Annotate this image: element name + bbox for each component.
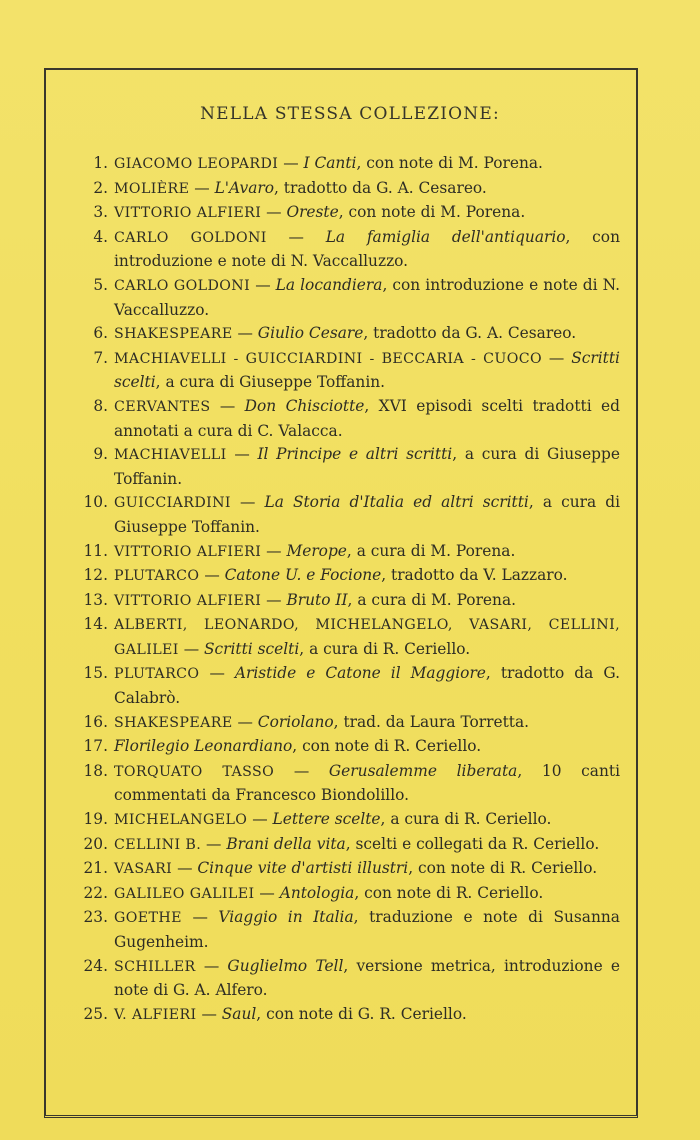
entry-number: 22. [83, 883, 108, 902]
entry-separator: — [261, 541, 287, 560]
entry-details: , con note di G. R. Ceriello. [256, 1004, 467, 1023]
list-item [70, 177, 620, 202]
entry-separator: — [172, 859, 198, 878]
entry-text [114, 857, 620, 882]
entry-number: 7. [93, 348, 108, 367]
entry-details: , trad. da Laura Torretta. [333, 712, 530, 731]
entry-text [114, 491, 620, 539]
entry-work-title: Guglielmo Tell [227, 956, 344, 975]
entry-author: MICHELANGELO [114, 812, 248, 829]
list-item [70, 857, 620, 882]
entry-author: GOETHE [114, 910, 182, 927]
entry-separator: — [261, 590, 287, 609]
entry-work-title: Lettere scelte [272, 810, 381, 829]
entry-details: , traduzione e note di Susanna Gugenheim. [114, 908, 620, 951]
entry-details: , tradotto da V. Lazzaro. [381, 566, 568, 585]
list-item [70, 711, 620, 736]
entry-author: SHAKESPEARE [114, 714, 233, 731]
entry-separator: — [195, 956, 228, 975]
entry-text [114, 955, 620, 1003]
entry-separator: — [232, 712, 258, 731]
entry-details: , a cura di Giuseppe Toffanin. [114, 493, 620, 536]
list-item [70, 613, 620, 662]
entry-text [114, 395, 620, 443]
entry-work-title: Bruto II [286, 590, 348, 609]
entry-author: CERVANTES [114, 398, 211, 415]
entry-number: 17. [83, 737, 108, 756]
entry-number: 13. [83, 590, 108, 609]
list-item [70, 443, 620, 491]
entry-separator: — [178, 639, 204, 658]
list-item [70, 564, 620, 589]
entry-details: , XVI episodi scelti tradotti ed annotati a cura di C. Valacca. [114, 396, 620, 440]
entry-details: , 10 canti commentati da Francesco Biondolillo. [114, 761, 620, 805]
entry-separator: — [274, 761, 329, 780]
entry-text [114, 347, 620, 395]
entry-work-title: La famiglia dell'antiquario [325, 227, 566, 246]
entry-text [114, 711, 620, 736]
entry-work-title: Oreste [286, 203, 339, 222]
entry-work-title: La locandiera [275, 275, 383, 294]
entry-number: 20. [83, 834, 108, 853]
entry-separator: — [196, 1004, 222, 1023]
entry-separator: — [199, 664, 235, 683]
entry-text [114, 882, 620, 907]
entry-author: PLUTARCO [114, 666, 200, 683]
entry-author: GUICCIARDINI [114, 495, 231, 512]
entry-author: SCHILLER [114, 958, 196, 975]
entry-text [114, 808, 620, 833]
entry-author: GALILEO GALILEI [114, 885, 255, 902]
entry-author: VASARI [114, 861, 173, 878]
entry-text [114, 226, 620, 274]
entry-details: , con note di M. Porena. [338, 203, 526, 222]
entry-work-title: La Storia d'Italia ed altri scritti [264, 493, 529, 512]
collection-heading: NELLA STESSA COLLEZIONE: [200, 104, 500, 124]
entry-text [114, 177, 620, 202]
entry-number: 16. [83, 712, 108, 731]
entry-text [114, 540, 620, 565]
list-item [70, 491, 620, 539]
entry-work-title: L'Avaro [214, 178, 275, 197]
entry-work-title: I Canti [303, 154, 357, 172]
list-item [70, 1003, 620, 1028]
entry-work-title: Brani della vita [226, 834, 346, 853]
entry-author: TORQUATO TASSO [114, 763, 275, 780]
entry-number: 10. [83, 493, 108, 512]
entry-text [114, 322, 620, 347]
entry-details: , a cura di M. Porena. [346, 541, 516, 560]
entry-details: , con note di R. Ceriello. [292, 737, 482, 756]
list-item [70, 808, 620, 833]
list-item [70, 882, 620, 907]
entry-text [114, 564, 620, 589]
entry-separator: — [247, 810, 273, 829]
entry-details: , a cura di R. Ceriello. [380, 810, 552, 829]
entry-text [114, 274, 620, 322]
list-item [70, 955, 620, 1003]
entry-work-title: Coriolano [257, 712, 334, 731]
entry-separator: — [230, 493, 265, 512]
entry-author: MACHIAVELLI [114, 447, 227, 464]
entry-text [114, 760, 620, 808]
entry-details: , a cura di R. Ceriello. [299, 639, 471, 658]
entry-author: ALBERTI, LEONARDO, MICHELANGELO, VASARI, CELLINI, GALILEI [114, 617, 620, 658]
entry-work-title: Aristide e Catone il Maggiore [234, 664, 486, 683]
entry-details: , scelti e collegati da R. Ceriello. [345, 834, 600, 853]
entry-number: 23. [83, 908, 108, 927]
entry-work-title: Giulio Cesare [257, 324, 364, 343]
entry-separator: — [210, 396, 245, 415]
entry-work-title: Catone U. e Focione [224, 566, 382, 585]
list-item [70, 760, 620, 808]
entry-number: 14. [83, 615, 108, 634]
list-item [70, 322, 620, 347]
entry-separator: — [542, 348, 572, 367]
entry-number: 5. [93, 275, 108, 294]
entry-author: VITTORIO ALFIERI [114, 205, 262, 222]
entry-separator: — [232, 324, 258, 343]
list-item [70, 540, 620, 565]
entry-work-title: Merope [286, 541, 347, 560]
entry-details: , tradotto da G. Calabrò. [114, 664, 620, 708]
entry-details: , tradotto da G. A. Cesareo. [274, 178, 487, 197]
entry-separator: — [261, 203, 287, 222]
entry-author: MOLIÈRE [114, 180, 190, 197]
entry-separator: — [250, 275, 276, 294]
entry-separator: — [266, 227, 326, 246]
entry-work-title: Florilegio Leonardiano [114, 737, 293, 756]
entry-author: GIACOMO LEOPARDI [114, 156, 279, 172]
entry-author: V. ALFIERI [114, 1006, 197, 1023]
entry-separator: — [201, 834, 227, 853]
entry-number: 19. [83, 810, 108, 829]
entry-number: 3. [93, 203, 108, 222]
list-item [70, 906, 620, 954]
entry-text [114, 589, 620, 614]
entry-work-title: Gerusalemme liberata [328, 761, 518, 780]
entry-details: , con note di R. Ceriello. [408, 859, 598, 878]
entry-work-title: Saul [221, 1004, 257, 1023]
entry-author: MACHIAVELLI - GUICCIARDINI - BECCARIA - CUOCO [114, 350, 543, 367]
entry-text [114, 443, 620, 491]
entry-number: 8. [93, 396, 108, 415]
entry-details: , a cura di Giuseppe Toffanin. [155, 373, 386, 392]
entry-separator: — [254, 883, 280, 902]
entry-number: 9. [93, 445, 108, 464]
entry-separator: — [226, 445, 258, 464]
entry-details: , con introduzione e note di N. Vaccalluzzo. [114, 227, 620, 271]
entry-author: SHAKESPEARE [114, 326, 233, 343]
list-item [70, 201, 620, 226]
entry-number: 4. [93, 227, 108, 246]
entry-text [114, 613, 620, 662]
entry-author: VITTORIO ALFIERI [114, 543, 262, 560]
list-item [70, 589, 620, 614]
entry-text [114, 1003, 620, 1028]
entry-details: , con note di M. Porena. [356, 154, 543, 172]
entry-details: , tradotto da G. A. Cesareo. [363, 324, 577, 343]
entry-number: 2. [93, 178, 108, 197]
list-item [70, 152, 620, 177]
entry-separator: — [189, 178, 215, 197]
entry-text [114, 662, 620, 710]
entry-number: 6. [93, 324, 108, 343]
list-item [70, 347, 620, 395]
entry-work-title: Viaggio in Italia [218, 908, 354, 927]
entry-work-title: Scritti scelti [114, 348, 620, 392]
entry-details: , a cura di Giuseppe Toffanin. [114, 445, 620, 488]
list-item [70, 395, 620, 443]
list-item [70, 735, 620, 760]
entry-number: 24. [83, 956, 108, 975]
entry-author: CELLINI B. [114, 836, 202, 853]
list-item [70, 226, 620, 274]
entry-number: 15. [83, 664, 108, 683]
entry-number: 1. [93, 154, 108, 172]
entry-separator: — [181, 908, 219, 927]
entry-number: 21. [83, 859, 108, 878]
entry-number: 25. [83, 1004, 108, 1023]
entry-text [114, 906, 620, 954]
entry-work-title: Cinque vite d'artisti illustri [197, 859, 409, 878]
entry-author: VITTORIO ALFIERI [114, 592, 262, 609]
list-item [70, 833, 620, 858]
entry-details: , con note di R. Ceriello. [354, 883, 544, 902]
entry-details: , con introduzione e note di N. Vaccalluzzo. [114, 275, 620, 319]
entry-text [114, 201, 620, 226]
entry-number: 11. [83, 541, 108, 560]
entry-number: 18. [83, 761, 108, 780]
entry-author: CARLO GOLDONI [114, 229, 267, 246]
entry-details: , versione metrica, introduzione e note di G. A. Alfero. [114, 956, 620, 1000]
entry-text [114, 833, 620, 858]
entry-text [114, 735, 620, 760]
entry-text [114, 152, 620, 177]
entry-details: , a cura di M. Porena. [347, 590, 517, 609]
list-item [70, 274, 620, 322]
entry-work-title: Il Principe e altri scritti [257, 445, 453, 464]
book-list [70, 152, 620, 1027]
list-item [70, 662, 620, 710]
entry-author: CARLO GOLDONI [114, 277, 251, 294]
entry-author: PLUTARCO [114, 568, 200, 585]
entry-work-title: Scritti scelti [203, 639, 300, 658]
entry-work-title: Antologia [279, 883, 355, 902]
entry-work-title: Don Chisciotte [244, 396, 365, 415]
entry-separator: — [278, 154, 304, 172]
entry-separator: — [199, 566, 225, 585]
entry-number: 12. [83, 566, 108, 585]
